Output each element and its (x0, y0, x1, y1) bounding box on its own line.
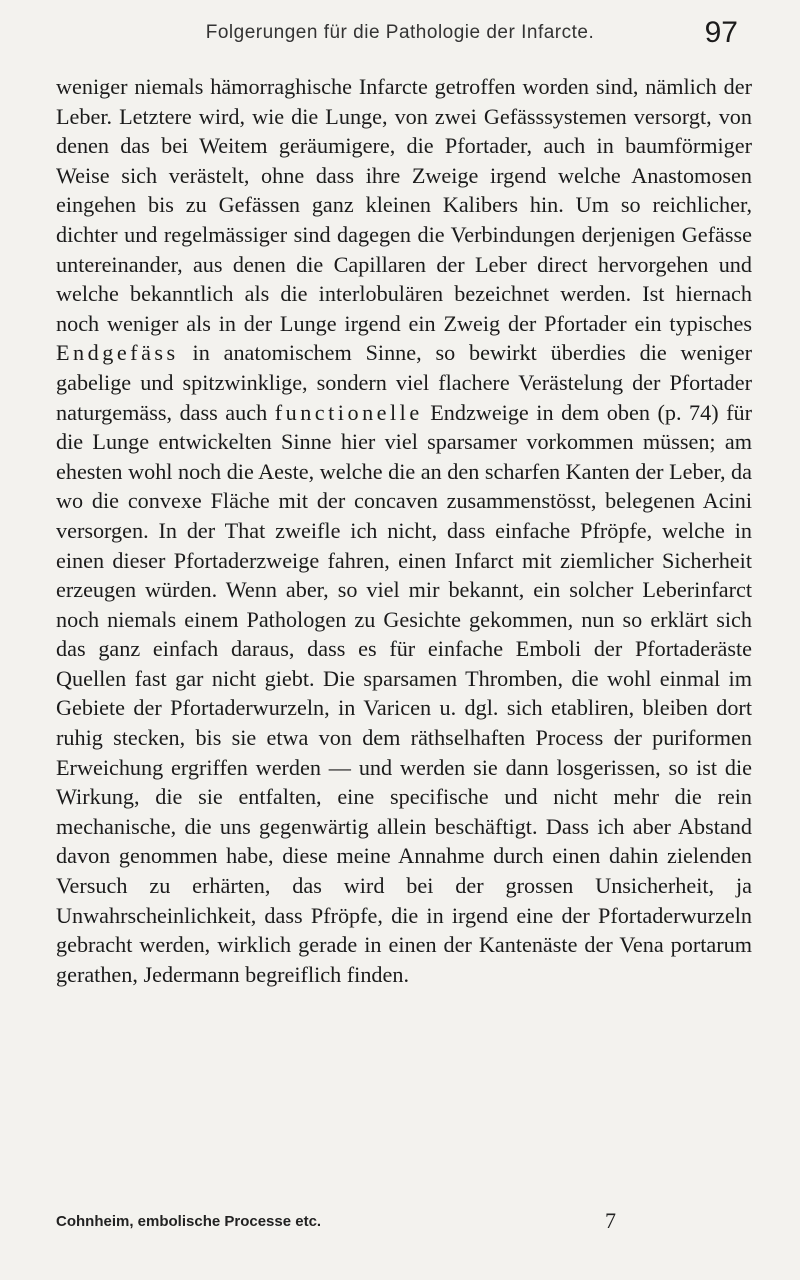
signature-line: Cohnheim, embolische Processe etc. (56, 1213, 322, 1230)
emphasis-functionelle: functionelle (274, 399, 423, 425)
emphasis-endgefaess: Endgefäss (56, 340, 179, 366)
text-segment: Endzweige in dem oben (p. 74) für die Lunge entwickelten Sinne hier viel sparsamer vorkommen müssen; am ehesten wohl noch die Aeste, welche die an den scharfen Kanten der Leber, da wo die convexe Fläche mit der concaven zusammenstösst, belegenen Acini versorgen. In der That zweifle ich nicht, dass einfache Pfröpfe, welche in einen dieser Pfortaderzweige fahren, einen Infarct mit ziemlicher Sicherheit erzeugen würden. Wenn aber, so viel mir bekannt, ein solcher Leberinfarct noch niemals einem Pathologen zu Gesichte gekommen, nun so erklärt sich das ganz einfach daraus, dass es für einfache Emboli der Pfortaderäste Quellen fast gar nicht giebt. Die sparsamen Thromben, die wohl einmal im Gebiete der Pfortaderwurzeln, in Varicen u. dgl. sich etabliren, bleiben dort ruhig stecken, bis sie etwa von dem räthselhaften Process der puriformen Erweichung ergriffen werden — und werden sie dann losgerissen, so ist die Wirkung, die sie entfalten, eine specifische und nicht mehr die rein mechanische, die uns gegenwärtig allein beschäftigt. Dass ich aber Abstand davon genommen habe, diese meine Annahme durch einen dahin zielenden Versuch zu erhärten, das wird bei der grossen Unsicherheit, ja Unwahrscheinlichkeit, dass Pfröpfe, die in irgend eine der Pfortaderwurzeln gebracht werden, wirklich gerade in einen der Kantenäste der Vena portarum gerathen, Jedermann begreiflich finden. (56, 399, 752, 987)
text-segment: in anatomischem Sinne, so bewirkt überdies die weniger gabelige und spitzwinklige, sondern viel flachere Verästelung der Pfortader naturgemäss, dass auch (56, 340, 752, 425)
text-segment: weniger niemals hämorraghische Infarcte getroffen worden sind, nämlich der Leber. Letztere wird, wie die Lunge, von zwei Gefässsystemen versorgt, von denen das bei Weitem geräumigere, die Pfortader, auch in baumförmiger Weise sich verästelt, ohne dass ihre Zweige irgend welche Anastomosen eingehen bis zu Gefässen ganz kleinen Kalibers hin. Um so reichlicher, dichter und regelmässiger sind dagegen die Verbindungen derjenigen Gefässe untereinander, aus denen die Capillaren der Leber direct hervorgehen und welche bekanntlich als die interlobulären bezeichnet werden. Ist hiernach noch weniger als in der Lunge irgend ein Zweig der Pfortader ein typisches (56, 74, 752, 336)
page-number: 97 (704, 16, 738, 49)
running-head: Folgerungen für die Pathologie der Infarcte. (205, 22, 595, 43)
signature-mark: 7 (605, 1208, 616, 1233)
body-text (56, 72, 752, 989)
paragraph (56, 72, 752, 989)
